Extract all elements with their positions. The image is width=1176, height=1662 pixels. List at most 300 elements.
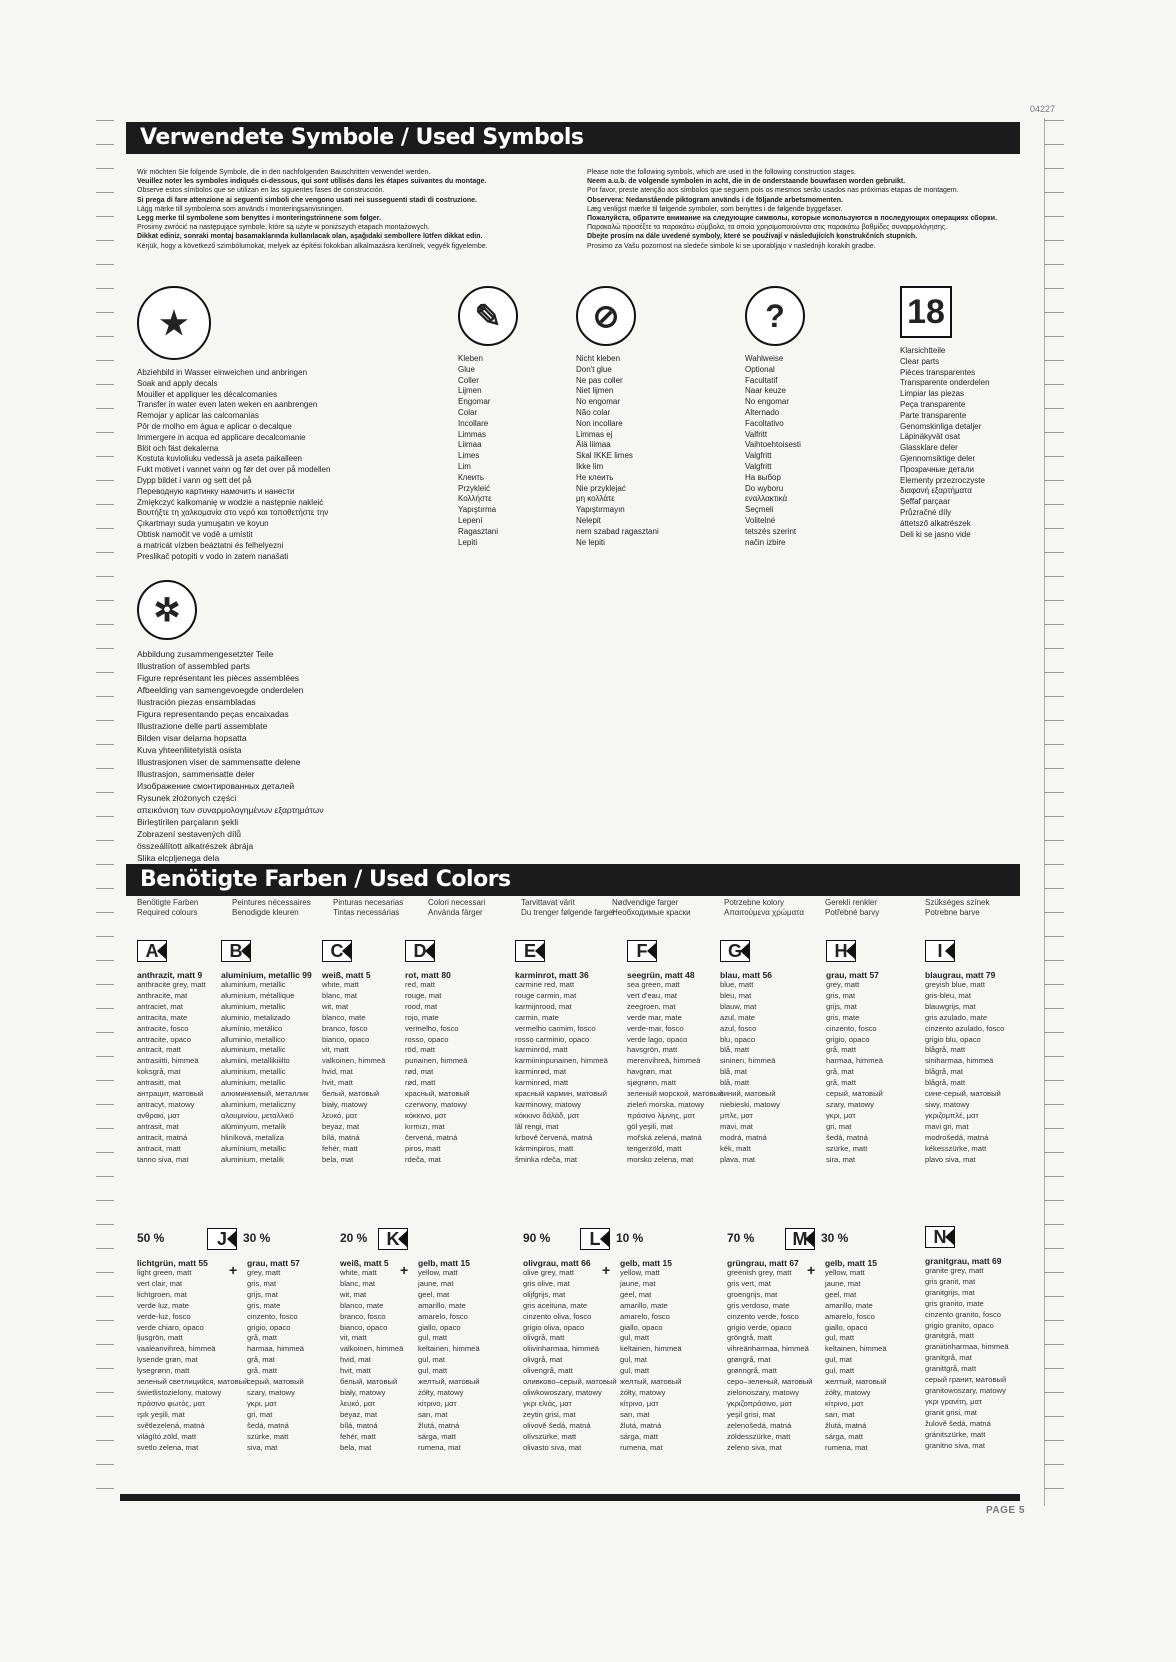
- margin-tick: [96, 408, 114, 409]
- symbol-text-line: Wahlweise: [745, 354, 784, 363]
- color-translation: beyaz, mat: [340, 1409, 378, 1419]
- color-translation: antrasit, mat: [137, 1121, 179, 1131]
- margin-tick: [1044, 1488, 1064, 1489]
- color-translation: šminka rdeča, mat: [515, 1154, 578, 1164]
- color-letter: A: [137, 940, 167, 962]
- color-translation: blågrå, mat: [925, 1067, 963, 1077]
- color-translation: siwy, matowy: [925, 1099, 970, 1109]
- color-translation: olivgrå, mat: [523, 1355, 563, 1365]
- color-translation: šedá, matná: [826, 1132, 868, 1142]
- margin-tick: [96, 528, 114, 529]
- margin-tick: [1044, 960, 1064, 961]
- margin-tick: [96, 360, 114, 361]
- color-translation: gris, mat: [826, 990, 856, 1000]
- color-translation: wit, mat: [322, 1001, 349, 1011]
- symbol-text-line: Gjennomsiktige deler: [900, 453, 976, 463]
- margin-tick: [1044, 120, 1064, 121]
- color-translation: oliwkowoszary, matowy: [523, 1387, 602, 1397]
- symbol-text-line: Lepiti: [458, 537, 478, 547]
- color-letter: C: [322, 940, 352, 962]
- color-translation: antrasitt, mat: [137, 1078, 181, 1088]
- symbol-text: [576, 354, 659, 548]
- color-translation: žlutá, matná: [418, 1420, 460, 1430]
- margin-tick: [96, 1056, 114, 1057]
- symbol-text-line: Dypp bildet i vann og sett det på: [137, 475, 252, 485]
- intro-line: Læg venligst mærke til følgende symboler, som benyttes i de følgende byggefaser.: [587, 205, 843, 213]
- margin-tick: [96, 888, 114, 889]
- mix-right-percent: 10 %: [616, 1231, 644, 1245]
- symbol-text-line: No engomar: [745, 397, 790, 407]
- color-translation: morsko zelena, mat: [627, 1154, 694, 1164]
- margin-tick: [1044, 552, 1064, 553]
- decal-icon: ★: [137, 286, 211, 360]
- color-translation: vihreänharmaa, himmeä: [727, 1344, 809, 1354]
- color-translation: blue, matt: [720, 980, 754, 989]
- symbol-text-line: Glassklare deler: [900, 443, 958, 453]
- color-translation: kékesszürke, matt: [925, 1143, 987, 1153]
- color-translation: vert d'eau, mat: [627, 990, 677, 1000]
- color-translation: zöldesszürke, matt: [727, 1431, 791, 1441]
- color-translation: granitowoszary, matowy: [925, 1385, 1006, 1395]
- margin-tick: [96, 624, 114, 625]
- symbol-text-line: Peça transparente: [900, 399, 966, 409]
- margin-tick: [1044, 360, 1064, 361]
- color-translation: γκριζομπλέ, ματ: [925, 1110, 979, 1120]
- color-translation: light green, matt: [137, 1268, 192, 1277]
- color-translations: [925, 980, 1031, 1165]
- color-translation: amarelo, fosco: [620, 1311, 670, 1321]
- color-translation: grijs, mat: [826, 1001, 857, 1011]
- color-name: blaugrau, matt 79: [925, 970, 996, 980]
- symbol-text-line: Kleben: [458, 354, 483, 363]
- color-translation: świetlistozielony, matowy: [137, 1387, 222, 1397]
- color-translation: geel, mat: [825, 1289, 857, 1299]
- intro-line: Observe estos símbolos que se utilizan en las siguientes fases de construcción.: [137, 187, 385, 195]
- symbol-text: [458, 354, 518, 548]
- intro-line: Si prega di fare attenzione ai seguenti simboli che vengono usati nei susseguenti stadi di costruzione.: [137, 196, 477, 204]
- intro-line: Por favor, preste atenção aos símbolos que seguem pois os mesmos serão usados nas próximas etapas de montagem.: [587, 187, 959, 195]
- color-translation: gris granito, mate: [925, 1298, 984, 1308]
- mix-left-block: [727, 1226, 833, 1453]
- color-translation: žlutá, matná: [620, 1420, 662, 1430]
- margin-tick: [96, 792, 114, 793]
- color-translation: κόκκινο, ματ: [405, 1110, 447, 1120]
- margin-tick: [96, 960, 114, 961]
- symbol-text-line: Yapıştırma: [458, 505, 497, 515]
- color-translation: κίτρινο, ματ: [620, 1398, 659, 1408]
- color-translation: gris granit, mat: [925, 1276, 976, 1286]
- color-translation: anthracite grey, matt: [137, 980, 206, 989]
- symbol-text-line: μη κολλάτε: [576, 494, 615, 504]
- margin-tick: [96, 1344, 114, 1345]
- symbol-text-line: Clear parts: [900, 356, 940, 366]
- intro-line: Dbejte prosím na dále uvedené symboly, které se používají v následujících konstrukčních stupních.: [587, 233, 918, 241]
- color-translation: yellow, matt: [418, 1268, 458, 1277]
- color-translation: beyaz, mat: [322, 1121, 360, 1131]
- color-heading-line: Pinturas necesarias: [333, 898, 404, 907]
- color-translation: rood, mat: [405, 1001, 438, 1011]
- color-translation: blå, mat: [720, 1067, 748, 1077]
- color-translation: granitgrå, matt: [925, 1331, 974, 1341]
- symbol-block: [900, 286, 990, 540]
- color-name: gelb, matt 15: [620, 1258, 672, 1268]
- color-translation: carmin, mate: [515, 1012, 559, 1022]
- margin-tick: [1044, 720, 1064, 721]
- symbol-text-line: Glue: [458, 364, 475, 374]
- symbol-text-line: Alternado: [745, 407, 780, 417]
- color-translation: jaune, mat: [620, 1278, 656, 1288]
- color-translation: vermelho, fosco: [405, 1023, 459, 1033]
- symbol-text-line: Kostuta kuvioliuku vedessä ja aseta paikalleen: [137, 454, 302, 464]
- symbol-text-line: Mouiller et appliquer les décalcomanies: [137, 389, 278, 399]
- margin-tick: [1044, 816, 1064, 817]
- symbol-text-line: a matricát vízben beáztatni és felhelyezni: [137, 540, 284, 550]
- color-translation: sárga, matt: [418, 1431, 456, 1441]
- color-translation: blanco, mate: [340, 1300, 384, 1310]
- color-translation: antraciet, mat: [137, 1001, 184, 1011]
- symbol-text-line: Remojar y aplicar las calcomanías: [137, 411, 259, 421]
- color-heading-line: Tintas necessárias: [333, 907, 400, 917]
- color-translation: rojo, mate: [405, 1012, 439, 1022]
- color-translation: geel, mat: [620, 1289, 652, 1299]
- color-translation: sira, mat: [826, 1154, 856, 1164]
- color-translation: karminrød, mat: [515, 1067, 567, 1077]
- color-translation: bianco, opaco: [340, 1322, 388, 1332]
- symbol-text-line: Vaihtoehtoisesti: [745, 440, 801, 450]
- color-heading-line: Tarvittavat värit: [521, 898, 575, 907]
- color-translation: grigio verde, opaco: [727, 1322, 792, 1332]
- color-translation: antracita, mate: [137, 1012, 188, 1022]
- intro-line: Observera: Nedanstående piktogram används i de följande arbetsmomenten.: [587, 196, 843, 204]
- color-translation: антрацит, матовый: [137, 1089, 204, 1099]
- color-translation: karminrød, matt: [515, 1078, 569, 1088]
- margin-tick: [96, 744, 114, 745]
- color-translation: valkoinen, himmeä: [322, 1056, 386, 1066]
- right-margin-ticks: [1040, 120, 1058, 1500]
- color-translation: sárga, matt: [825, 1431, 863, 1441]
- color-translation: keltainen, himmeä: [418, 1344, 480, 1354]
- margin-tick: [96, 144, 114, 145]
- color-translation: ljusgrön, matt: [137, 1333, 183, 1343]
- margin-tick: [1044, 888, 1064, 889]
- color-translation: γκρι γρανίτη, ματ: [925, 1396, 982, 1406]
- symbol-text-line: Volitelné: [745, 515, 776, 525]
- color-name: lichtgrün, matt 55: [137, 1258, 208, 1268]
- color-translation: vert clair, mat: [137, 1278, 183, 1288]
- color-translation: белый, матовый: [322, 1089, 380, 1099]
- color-translation: granitno siva, mat: [925, 1440, 985, 1450]
- margin-tick: [96, 1080, 114, 1081]
- mix-right-block: [589, 1226, 726, 1453]
- left-margin-ticks: [96, 120, 114, 1500]
- color-translation: amarillo, mate: [620, 1300, 668, 1310]
- color-translation: amarelo, fosco: [418, 1311, 468, 1321]
- margin-tick: [96, 192, 114, 193]
- margin-tick: [1044, 432, 1064, 433]
- color-translation: γκρι, ματ: [247, 1398, 277, 1408]
- color-translation: grå, matt: [826, 1078, 856, 1088]
- color-block-i: [925, 940, 1031, 1165]
- margin-tick: [96, 240, 114, 241]
- color-heading: [232, 898, 311, 917]
- margin-tick: [1044, 528, 1064, 529]
- color-translation: verde-mar, fosco: [627, 1023, 684, 1033]
- margin-tick: [96, 1224, 114, 1225]
- color-translation: λευκό, ματ: [322, 1110, 358, 1120]
- margin-tick: [1044, 744, 1064, 745]
- margin-tick: [1044, 624, 1064, 625]
- color-translation: alüminyum, metalik: [221, 1121, 286, 1131]
- margin-tick: [96, 504, 114, 505]
- color-translation: siva, mat: [247, 1442, 278, 1452]
- symbol-block: [745, 286, 805, 548]
- color-translation: gul, matt: [620, 1333, 650, 1343]
- color-translation: bleu, mat: [720, 990, 752, 1000]
- color-translation: grå, mat: [247, 1355, 275, 1365]
- color-name: blau, matt 56: [720, 970, 772, 980]
- color-heading-line: Nødvendige farger: [612, 898, 679, 907]
- color-translation: rumena, mat: [620, 1442, 663, 1452]
- color-translation: žulově šedá, matná: [925, 1418, 991, 1428]
- color-block-e: [515, 940, 621, 1165]
- symbol-text-line: Ne pas coller: [576, 375, 623, 385]
- margin-tick: [1044, 864, 1064, 865]
- color-translation: koksgrå, mat: [137, 1067, 181, 1077]
- color-translation: azul, fosco: [720, 1023, 757, 1033]
- color-translation: sarı, mat: [620, 1409, 650, 1419]
- color-translation: gránitszürke, matt: [925, 1429, 986, 1439]
- color-translation: белый, матовый: [340, 1377, 398, 1387]
- symbol-text-line: Nelepit: [576, 515, 601, 525]
- margin-tick: [1044, 1392, 1064, 1393]
- color-translation: siniharmaa, himmeä: [925, 1056, 994, 1066]
- plus-sign: +: [807, 1262, 816, 1278]
- symbol-text-line: Fukt motivet i vannet vann og før det over på modellen: [137, 465, 331, 475]
- color-translation: rouge, mat: [405, 990, 442, 1000]
- color-translation: grå, matt: [247, 1366, 277, 1376]
- plus-sign: +: [229, 1262, 238, 1278]
- symbol-text-line: Coller: [458, 375, 479, 385]
- color-translation: cinzento, fosco: [247, 1311, 298, 1321]
- color-translation: cinzento oliva, fosco: [523, 1311, 592, 1321]
- color-heading-line: Benötigte Farben: [137, 898, 199, 907]
- color-translation: göl yeşili, mat: [627, 1121, 674, 1131]
- color-translation: зеленый светлицийся, матовый: [137, 1377, 249, 1387]
- symbol-text-line: Zmiękczyć kalkomanię w wodzie a następnie nakleić: [137, 497, 324, 507]
- color-translations: [826, 980, 932, 1165]
- assembled-text-line: Illustration of assembled parts: [137, 661, 250, 671]
- margin-tick: [96, 1488, 114, 1489]
- margin-tick: [1044, 1320, 1064, 1321]
- color-translation: rumena, mat: [825, 1442, 868, 1452]
- mix-letter: K: [378, 1228, 408, 1250]
- symbol-text-line: Ne lepiti: [576, 537, 605, 547]
- no-glue-icon: ⊘: [576, 286, 636, 346]
- margin-tick: [96, 264, 114, 265]
- symbol-text-line: Engomar: [458, 397, 491, 407]
- color-translation: aluminium, metallic: [221, 1001, 286, 1011]
- margin-tick: [1044, 792, 1064, 793]
- color-translation: antrasiitti, himmeä: [137, 1056, 199, 1066]
- color-translation: keltainen, himmeä: [825, 1344, 887, 1354]
- color-translation: plavo siva, mat: [925, 1154, 976, 1164]
- color-translation: rumena, mat: [418, 1442, 461, 1452]
- color-translation: πράσινο φωτός, ματ: [137, 1398, 206, 1408]
- color-translation: granite grey, matt: [925, 1266, 984, 1275]
- assembled-symbol: [137, 580, 324, 864]
- color-heading: [925, 898, 989, 917]
- color-translation: красный, матовый: [405, 1089, 470, 1099]
- symbol-text-line: Yapıştırmayın: [576, 505, 625, 515]
- color-translation: havgrøn, mat: [627, 1067, 672, 1077]
- color-translation: alumínio, metálico: [221, 1023, 283, 1033]
- margin-tick: [96, 1416, 114, 1417]
- symbol-text-line: Pièces transparentes: [900, 367, 976, 377]
- color-translation: rosso, opaco: [405, 1034, 449, 1044]
- color-translation: žlutá, matná: [825, 1420, 867, 1430]
- margin-tick: [1044, 312, 1064, 313]
- color-translation: jaune, mat: [418, 1278, 454, 1288]
- color-translation: kırmızı, mat: [405, 1121, 445, 1131]
- color-translation: antracyt, matowy: [137, 1099, 195, 1109]
- margin-tick: [1044, 1128, 1064, 1129]
- margin-tick: [96, 1104, 114, 1105]
- color-translation: biały, matowy: [340, 1387, 386, 1397]
- margin-tick: [1044, 1416, 1064, 1417]
- color-translation: karminröd, matt: [515, 1045, 568, 1055]
- symbol-text-line: Lepení: [458, 515, 483, 525]
- margin-tick: [96, 456, 114, 457]
- color-translation: biały, matowy: [322, 1099, 368, 1109]
- color-translation: antracit, matná: [137, 1132, 188, 1142]
- color-translation: zieleń morska, matowy: [627, 1099, 705, 1109]
- margin-tick: [1044, 504, 1064, 505]
- color-translation: aluminium, metallic: [221, 1067, 286, 1077]
- color-translation: gri, mat: [247, 1409, 273, 1419]
- symbol-text-line: εναλλακτικά: [745, 494, 788, 504]
- color-name: aluminium, metallic 99: [221, 970, 312, 980]
- color-translation: ışık yeşili, mat: [137, 1409, 185, 1419]
- optional-icon: ?: [745, 286, 805, 346]
- symbol-text-line: Läpinäkyvät osat: [900, 432, 961, 442]
- color-letter: E: [515, 940, 545, 962]
- color-translation: aluminium, métallique: [221, 990, 295, 1000]
- assembled-text: [137, 648, 324, 864]
- color-translation: antracite, fosco: [137, 1023, 189, 1033]
- color-translation: zelenošedá, matná: [727, 1420, 792, 1430]
- color-translation: grigio, opaco: [247, 1322, 291, 1332]
- color-translation: kék, matt: [720, 1143, 751, 1153]
- color-translation: bílá, matná: [322, 1132, 360, 1142]
- color-translation: blanco, mate: [322, 1012, 366, 1022]
- color-heading-line: Benodigde kleuren: [232, 907, 299, 917]
- color-translation: μπλε, ματ: [720, 1110, 753, 1120]
- symbol-text-line: nem szabad ragasztani: [576, 526, 659, 536]
- color-translation: červená, matná: [405, 1132, 458, 1142]
- intro-line: Wir möchten Sie folgende Symbole, die in den nachfolgenden Bauschritten verwendet werden.: [137, 169, 431, 176]
- color-block-b: [221, 940, 327, 1165]
- assembled-text-line: Slika elcpljenega dela: [137, 853, 220, 863]
- mix-right-block: [792, 1226, 931, 1453]
- color-letter: I: [925, 940, 955, 962]
- margin-tick: [96, 480, 114, 481]
- color-translation: gul, mat: [825, 1355, 853, 1365]
- symbol-text-line: Przykleić: [458, 483, 491, 493]
- color-translation: hvit, matt: [340, 1366, 371, 1376]
- color-heading-line: Colori necessari: [428, 898, 486, 907]
- color-translation: gris, mat: [247, 1278, 277, 1288]
- assembled-text-line: Afbeelding van samengevoegde onderdelen: [137, 685, 304, 695]
- mix-right-head: [203, 1226, 353, 1250]
- color-translation: γκρι, ματ: [826, 1110, 856, 1120]
- color-name: grau, matt 57: [247, 1258, 300, 1268]
- margin-tick: [1044, 336, 1064, 337]
- color-translations: [137, 1268, 249, 1453]
- color-translation: zeegroen, mat: [627, 1001, 676, 1011]
- color-translation: bianco, opaco: [322, 1034, 370, 1044]
- mix-left-block: [523, 1226, 629, 1453]
- color-translation: karmijnrood, mat: [515, 1001, 572, 1011]
- margin-tick: [1044, 600, 1064, 601]
- assembled-text-line: Illustrasjon, sammensatte deler: [137, 769, 255, 779]
- margin-tick: [1044, 648, 1064, 649]
- color-translation: antracite, opaco: [137, 1034, 192, 1044]
- color-translation: verde-luz, fosco: [137, 1311, 191, 1321]
- symbol-text-line: Κολλήστε: [458, 494, 492, 504]
- color-translation: antracit, matt: [137, 1045, 181, 1055]
- intro-right-text: [587, 168, 1015, 251]
- margin-tick: [1044, 1296, 1064, 1297]
- color-translation: fehér, matt: [340, 1431, 376, 1441]
- color-translation: желтый, матовый: [418, 1377, 480, 1387]
- symbol-text-line: Transfer in water even laten weken en aanbrengen: [137, 400, 318, 410]
- color-translation: hvit, matt: [322, 1078, 353, 1088]
- margin-tick: [1044, 1080, 1064, 1081]
- color-translation: hliníková, metalíza: [221, 1132, 284, 1142]
- color-translation: blu, opaco: [720, 1034, 756, 1044]
- color-translation: ανθρακί, ματ: [137, 1110, 180, 1120]
- symbol-text-line: Прозрачные детали: [900, 464, 974, 474]
- color-name: anthrazit, matt 9: [137, 970, 203, 980]
- mix-left-percent: 90 %: [523, 1231, 551, 1245]
- color-translation: rød, mat: [405, 1067, 434, 1077]
- color-translation: λευκό, ματ: [340, 1398, 376, 1408]
- symbol-text: [137, 368, 330, 562]
- color-translation: branco, fosco: [322, 1023, 368, 1033]
- color-heading-line: Potrebne barve: [925, 907, 980, 917]
- color-translation: красный кармин, матовый: [515, 1089, 608, 1099]
- color-translation: aluminium, metallic: [221, 1078, 286, 1088]
- color-translation: vaaleanvihreä, himmeä: [137, 1344, 216, 1354]
- color-translation: rød, matt: [405, 1078, 436, 1088]
- symbol-block: [576, 286, 659, 548]
- margin-tick: [1044, 168, 1064, 169]
- symbol-text-line: На выбор: [745, 472, 781, 482]
- mix-left-percent: 70 %: [727, 1231, 755, 1245]
- symbol-text-line: Abziehbild in Wasser einweichen und anbringen: [137, 368, 308, 377]
- color-heading-line: Gerekli renkler: [825, 898, 878, 907]
- color-name: gelb, matt 15: [418, 1258, 470, 1268]
- color-name: grau, matt 57: [826, 970, 879, 980]
- color-translation: hvid, mat: [322, 1067, 353, 1077]
- color-translation: fehér, matt: [322, 1143, 358, 1153]
- symbol-text-line: Valgfritt: [745, 461, 772, 471]
- margin-tick: [1044, 384, 1064, 385]
- symbol-text-line: Pôr de molho em água e aplicar o decalque: [137, 421, 292, 431]
- color-heading-line: Potřebné barvy: [825, 907, 880, 917]
- color-translation: giallo, opaco: [620, 1322, 663, 1332]
- page-code: 04227: [1030, 104, 1056, 114]
